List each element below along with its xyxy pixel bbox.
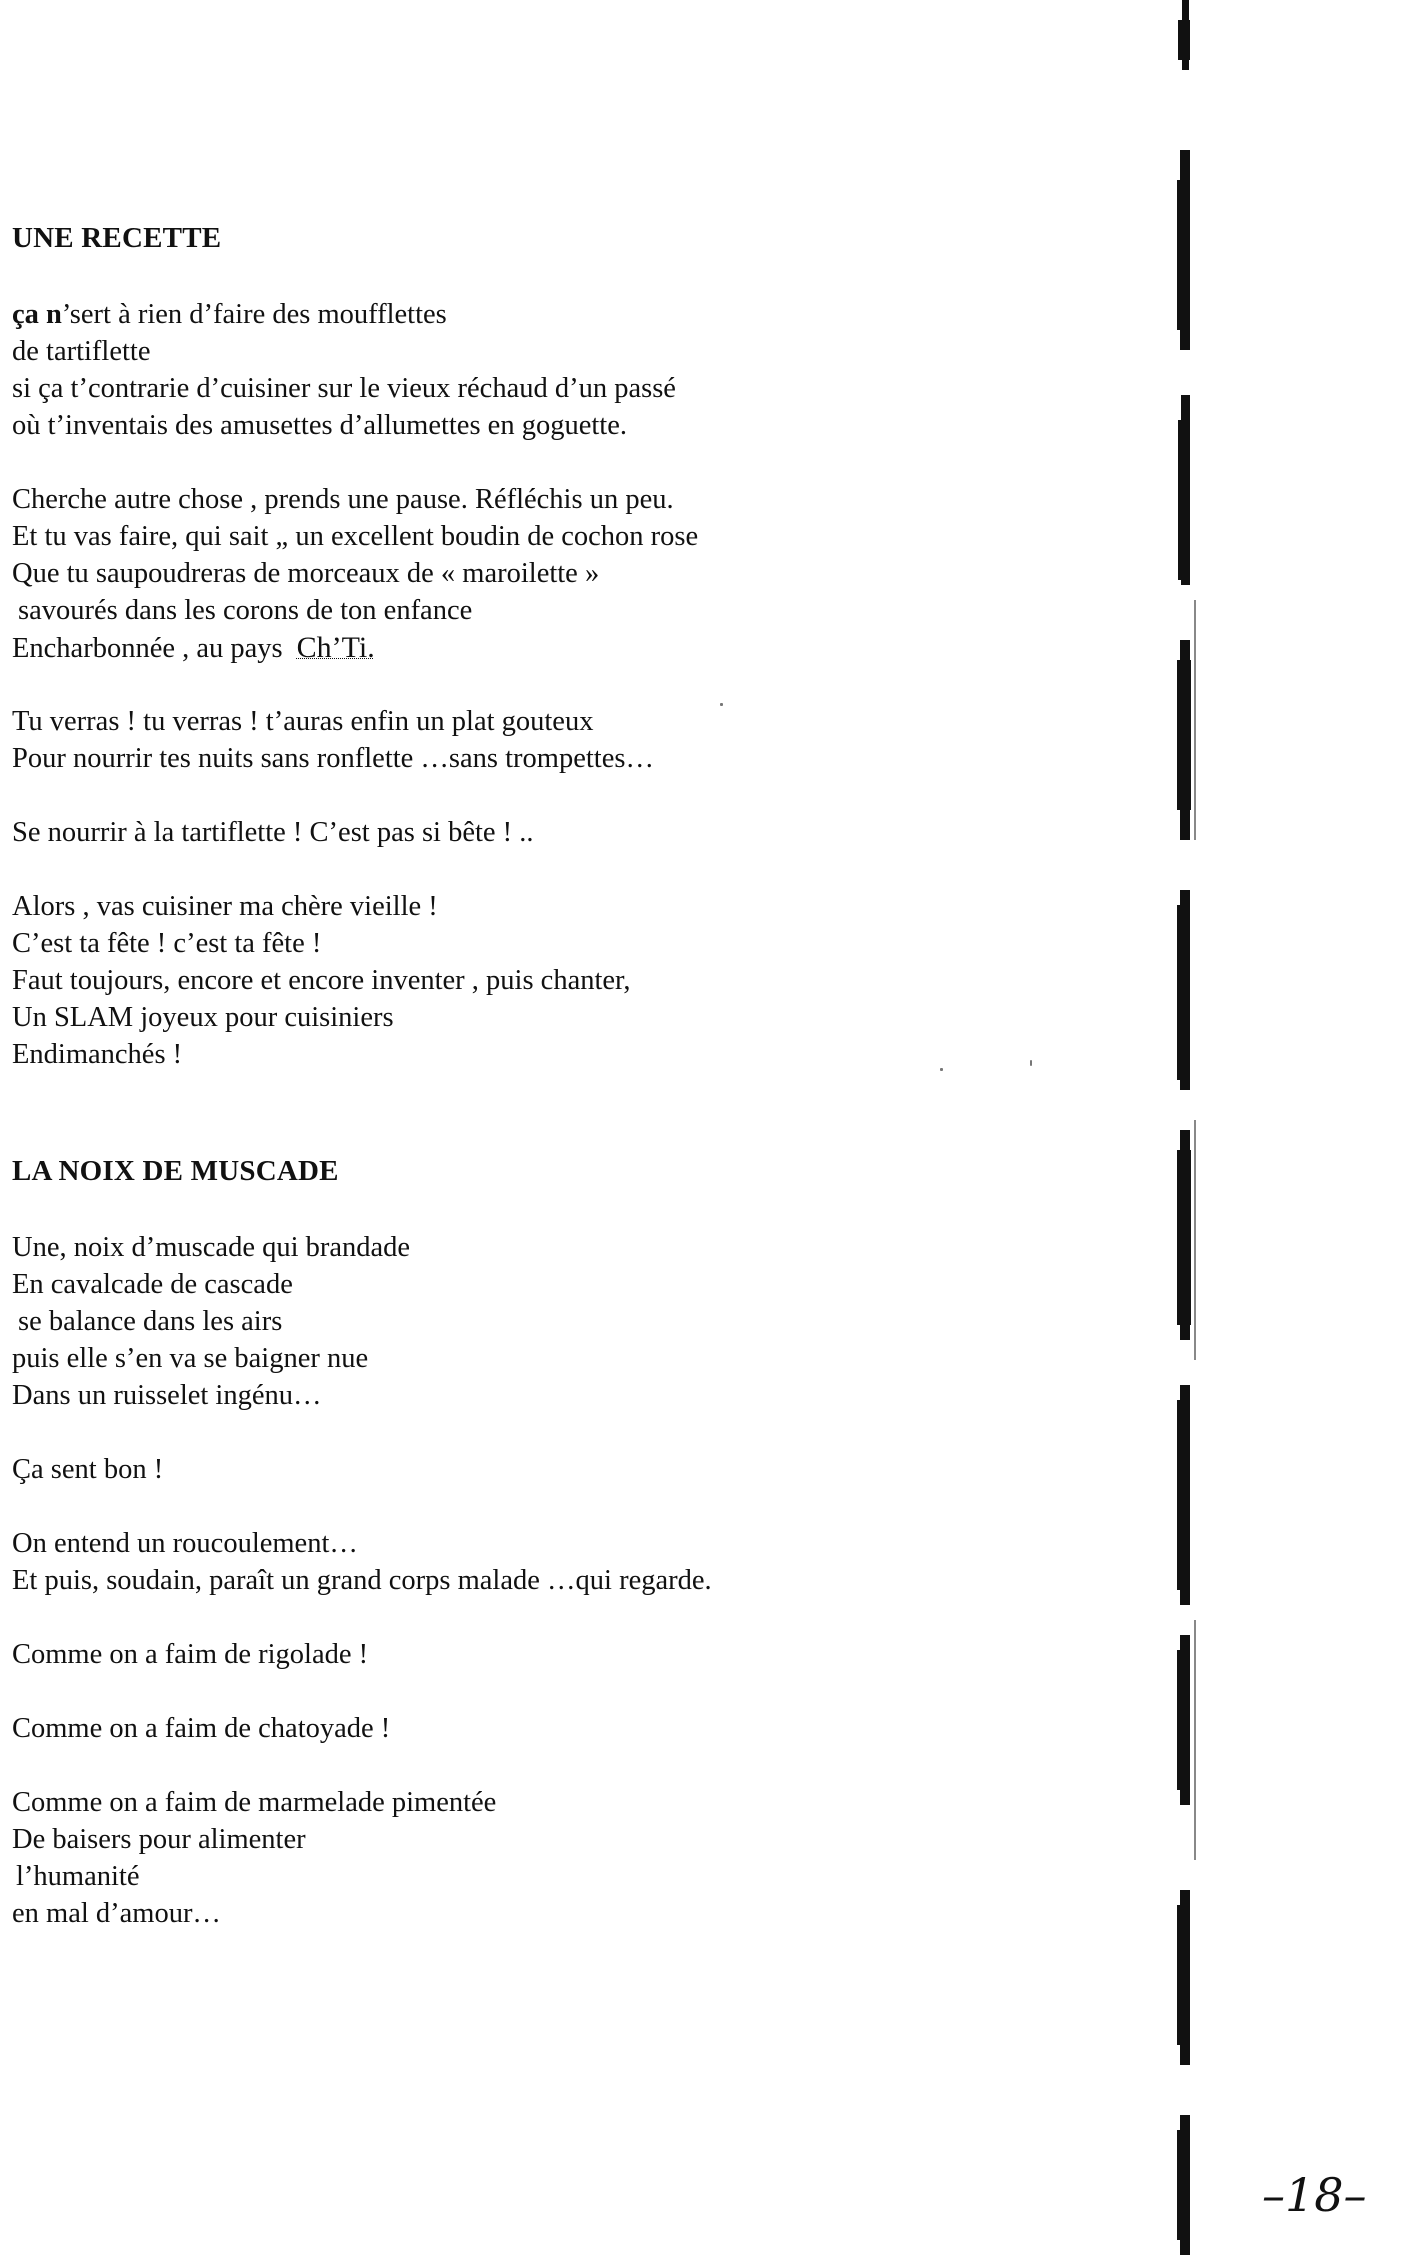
- poem-line: Faut toujours, encore et encore inventer , puis chanter,: [12, 965, 631, 996]
- poem-line: Endimanchés !: [12, 1039, 183, 1070]
- poem-line: Alors , vas cuisiner ma chère vieille !: [12, 891, 438, 922]
- poem-body: [12, 296, 698, 1110]
- poem-line: Tu verras ! tu verras ! t’auras enfin un plat gouteux: [12, 706, 594, 737]
- stanza: [12, 1525, 712, 1599]
- poem-line: en mal d’amour…: [12, 1898, 221, 1929]
- poem-line: où t’inventais des amusettes d’allumettes en goguette.: [12, 410, 627, 441]
- stanza: [12, 814, 698, 851]
- scan-binding-edge: [1168, 0, 1204, 2257]
- poem-line: si ça t’contrarie d’cuisiner sur le vieux réchaud d’un passé: [12, 373, 676, 404]
- poem-line: Cherche autre chose , prends une pause. Réfléchis un peu.: [12, 484, 674, 515]
- stanza: [12, 481, 698, 666]
- binding-edge-graphic: [1168, 0, 1204, 2257]
- poem-line: Et tu vas faire, qui sait „ un excellent boudin de cochon rose: [12, 521, 699, 552]
- poem-line-text: Encharbonnée , au pays: [12, 633, 283, 664]
- stanza: [12, 1229, 712, 1414]
- poem-line: Un SLAM joyeux pour cuisiniers: [12, 1002, 394, 1033]
- poem-line: [12, 296, 698, 333]
- poem-line-first-word: ça n: [12, 299, 62, 330]
- poem-line: Comme on a faim de marmelade pimentée: [12, 1787, 497, 1818]
- poem-line: Se nourrir à la tartiflette ! C’est pas si bête ! ..: [12, 817, 534, 848]
- poem-line: Comme on a faim de rigolade !: [12, 1639, 369, 1670]
- poem-line: puis elle s’en va se baigner nue: [12, 1343, 369, 1374]
- poem-line: savourés dans les corons de ton enfance: [18, 595, 473, 626]
- poem-line: Pour nourrir tes nuits sans ronflette …sans trompettes…: [12, 743, 654, 774]
- poem-line: C’est ta fête ! c’est ta fête !: [12, 928, 322, 959]
- poem-line: De baisers pour alimenter: [12, 1824, 306, 1855]
- poem-title: LA NOIX DE MUSCADE: [12, 1155, 339, 1187]
- poem-line-chti: Ch’Ti.: [296, 631, 375, 664]
- page-number: –18–: [1262, 2168, 1367, 2222]
- scan-speck: [720, 703, 723, 706]
- poem-line: l’humanité: [16, 1861, 140, 1892]
- poem-line: Une, noix d’muscade qui brandade: [12, 1232, 411, 1263]
- poem-title: UNE RECETTE: [12, 222, 222, 254]
- stanza: [12, 1636, 712, 1673]
- poem-line: Et puis, soudain, paraît un grand corps malade …qui regarde.: [12, 1565, 712, 1596]
- poem-line: Ça sent bon !: [12, 1454, 164, 1485]
- poem-line: de tartiflette: [12, 336, 151, 367]
- stanza: [12, 1451, 712, 1488]
- stanza: [12, 1784, 712, 1932]
- stanza: [12, 1710, 712, 1747]
- stanza: [12, 703, 698, 777]
- poem-line: En cavalcade de cascade: [12, 1269, 293, 1300]
- scan-speck: [1030, 1060, 1032, 1066]
- poem-line-rest: ’sert à rien d’faire des moufflettes: [61, 299, 447, 330]
- poem-line: Que tu saupoudreras de morceaux de « maroilette »: [12, 558, 600, 589]
- poem-body: [12, 1229, 712, 1969]
- poem-line: On entend un roucoulement…: [12, 1528, 358, 1559]
- poem-line: [12, 629, 698, 666]
- stanza: [12, 296, 698, 444]
- poem-line: Comme on a faim de chatoyade !: [12, 1713, 391, 1744]
- poem-line: Dans un ruisselet ingénu…: [12, 1380, 322, 1411]
- poem-line: se balance dans les airs: [18, 1306, 283, 1337]
- scan-speck: [940, 1068, 943, 1071]
- stanza: [12, 888, 698, 1073]
